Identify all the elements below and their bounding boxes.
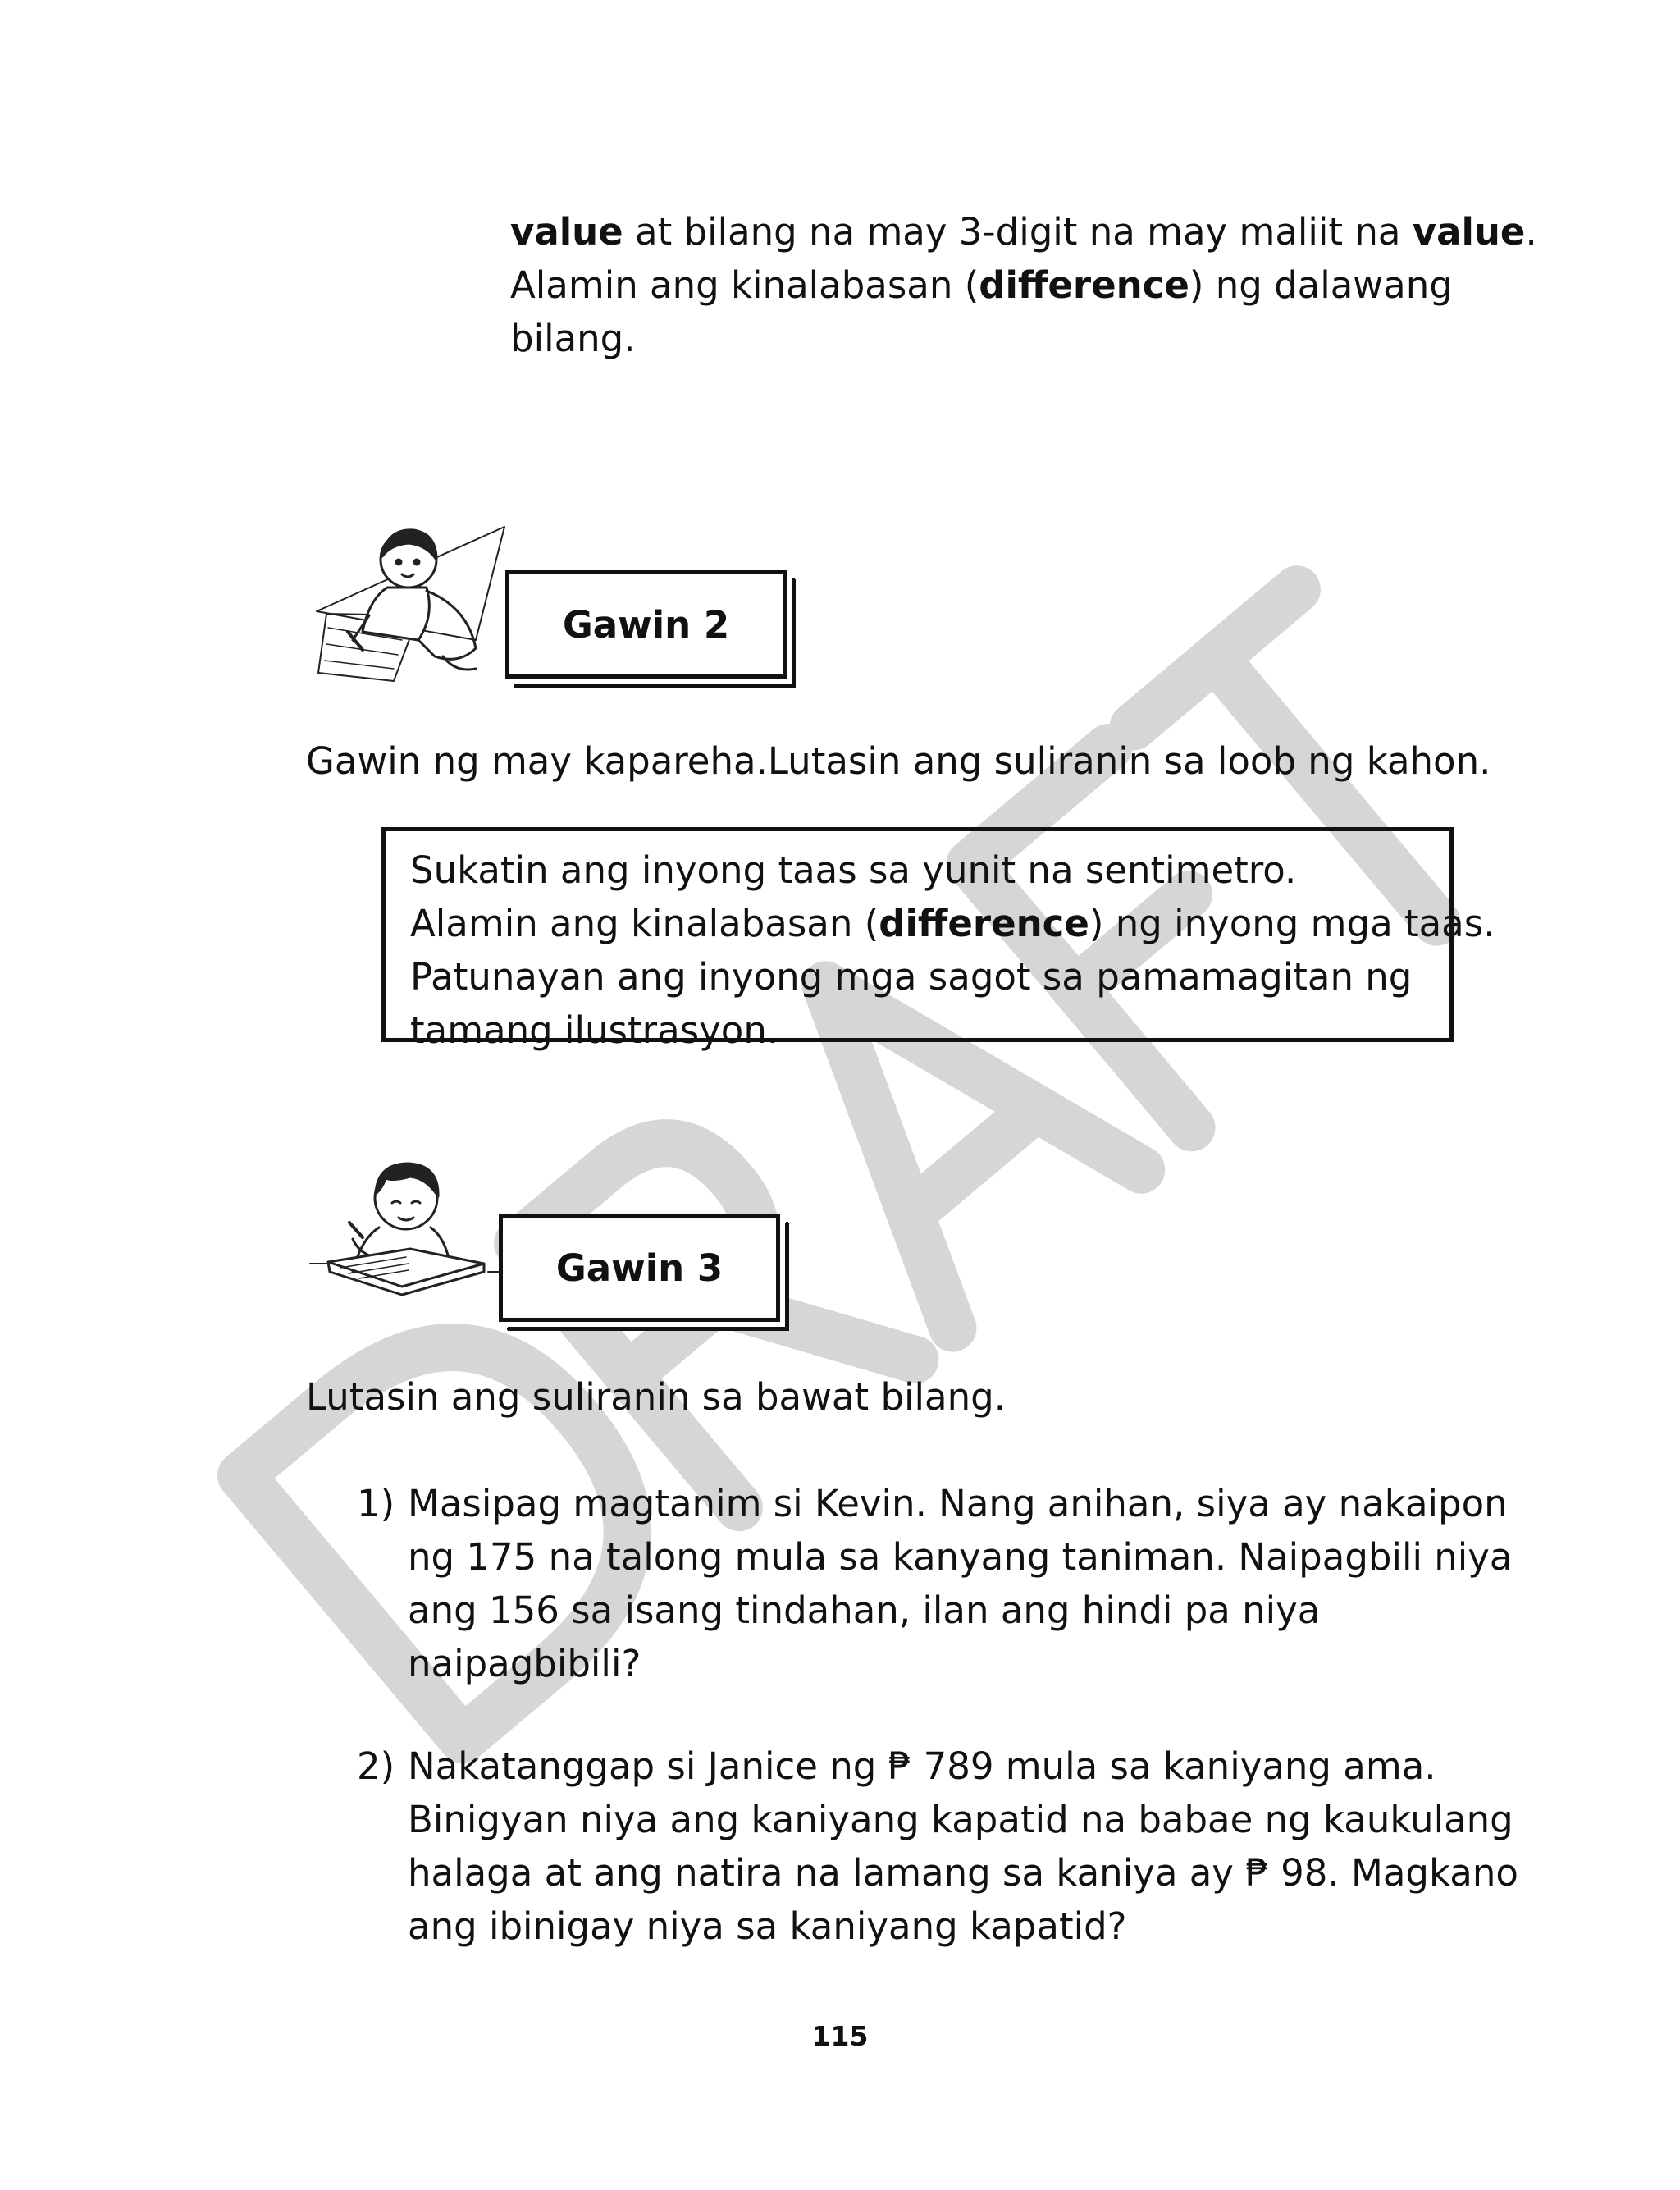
task-line-4: tamang ilustrasyon. bbox=[410, 1008, 779, 1052]
problem-text: Masipag magtanim si Kevin. Nang anihan, siya ay nakaipon ng 175 na talong mula sa kanyang taniman. Naipagbili niya ang 156 sa isang tindahan, ilan ang hindi pa niya naipagbibili? bbox=[408, 1482, 1513, 1685]
task-line-2: Alamin ang kinalabasan (difference) ng inyong mga taas. bbox=[410, 902, 1495, 945]
intro-line-3: bilang. bbox=[510, 317, 636, 360]
intro-paragraph bbox=[510, 205, 1537, 365]
task-line-1: Sukatin ang inyong taas sa yunit na sentimetro. bbox=[410, 848, 1297, 892]
gawin-3-instruction: Lutasin ang suliranin sa bawat bilang. bbox=[306, 1375, 1006, 1419]
task-box-text bbox=[410, 844, 1495, 1057]
gawin-2-header bbox=[505, 570, 787, 679]
page-number: 115 bbox=[811, 2020, 869, 2052]
task-line-3: Patunayan ang inyong mga sagot sa pamamagitan ng bbox=[410, 955, 1413, 999]
girl-writing-illustration bbox=[312, 517, 509, 685]
gawin-2-title: Gawin 2 bbox=[562, 602, 730, 647]
gawin-2-instruction: Gawin ng may kapareha.Lutasin ang suliranin sa loob ng kahon. bbox=[306, 739, 1491, 783]
intro-line-1: value at bilang na may 3-digit na may maliit na value. bbox=[510, 210, 1537, 254]
gawin-3-header bbox=[499, 1214, 780, 1322]
intro-line-2: Alamin ang kinalabasan (difference) ng dalawang bbox=[510, 263, 1453, 307]
task-box bbox=[381, 827, 1495, 1052]
gawin-3-title: Gawin 3 bbox=[555, 1246, 724, 1290]
boy-writing-illustration bbox=[304, 1149, 509, 1321]
problem-text: Nakatanggap si Janice ng ₱ 789 mula sa kaniyang ama. Binigyan niya ang kaniyang kapatid na babae ng kaukulang halaga at ang natira na lamang sa kaniya ay ₱ 98. Magkano ang ibinigay niya sa kaniyang kapatid? bbox=[408, 1744, 1518, 1948]
problem-number: 2) bbox=[357, 1744, 395, 1788]
problem-number: 1) bbox=[357, 1482, 395, 1525]
